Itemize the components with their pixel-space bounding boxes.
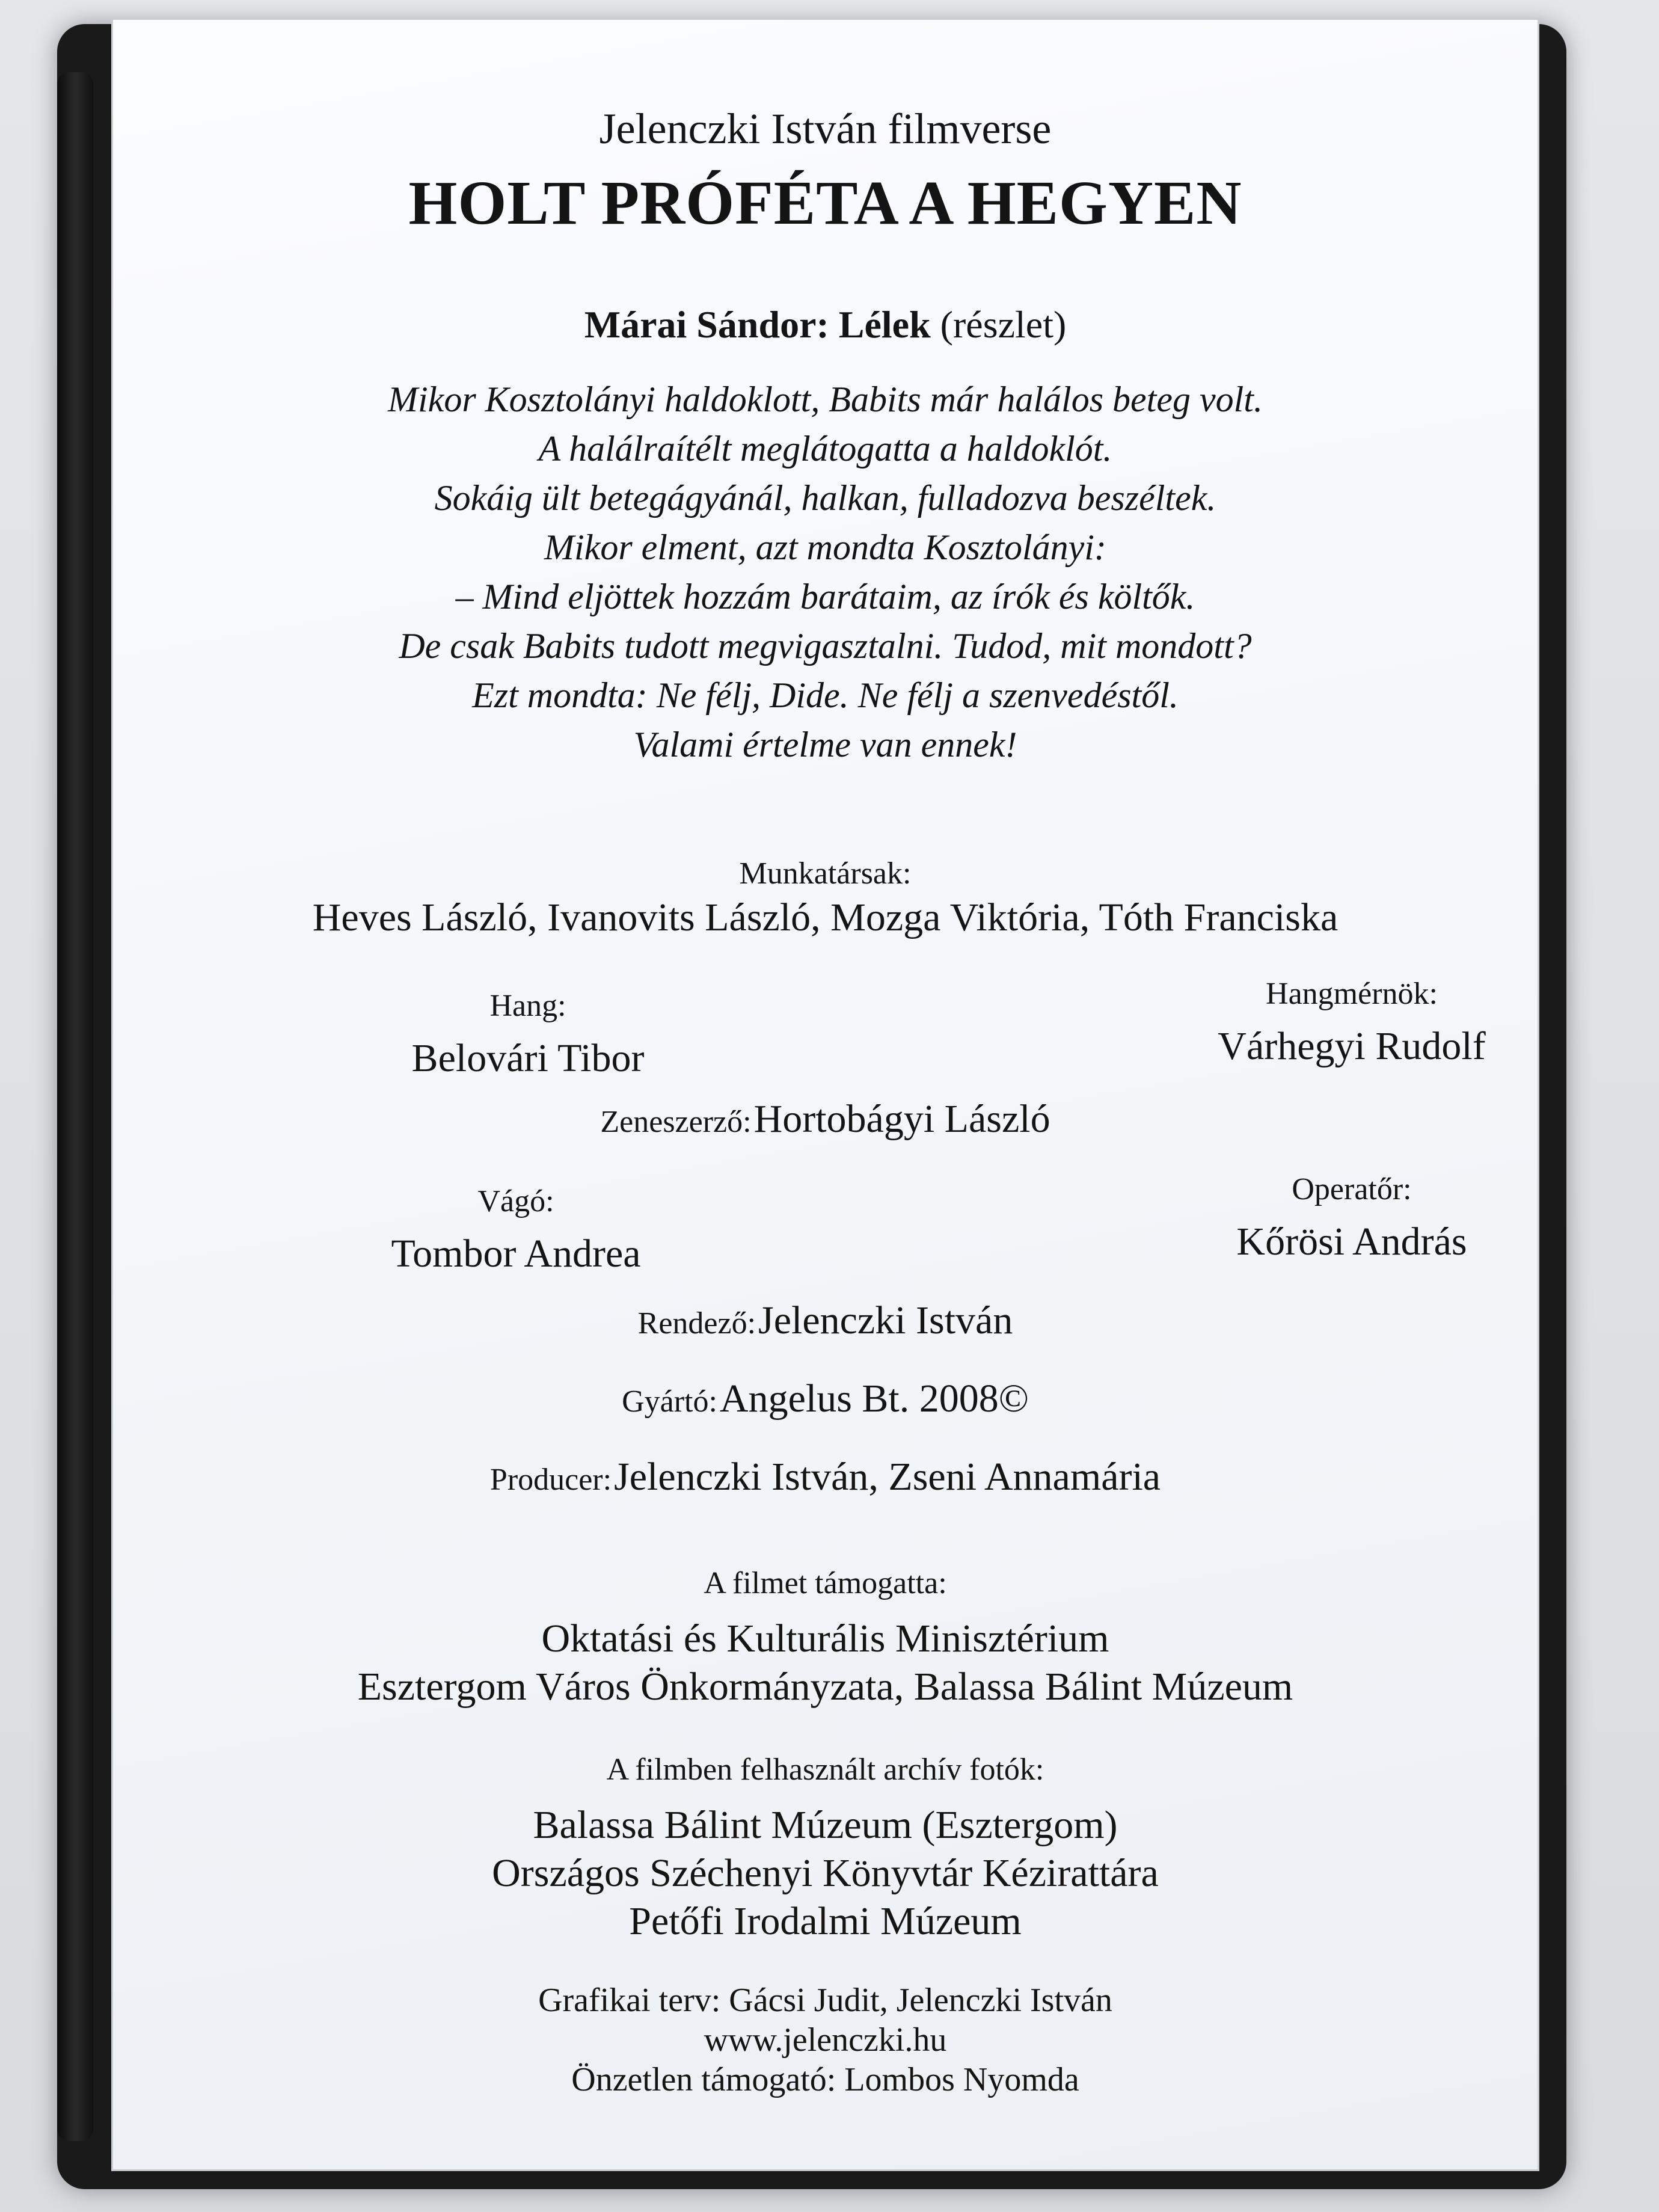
zeneszerzo-label: Zeneszerző: (600, 1105, 752, 1139)
excerpt-heading (113, 303, 1538, 347)
archive-line: Országos Széchenyi Könyvtár Kézirattára (492, 1851, 1159, 1895)
operator-label: Operatőr: (1292, 1172, 1412, 1206)
operator-value: Kőrösi András (1236, 1220, 1467, 1264)
munkatarsak-value: Heves László, Ivanovits László, Mozga Viktória, Tóth Franciska (312, 896, 1339, 939)
gyarto-credit (113, 1376, 1538, 1422)
hang-credit (311, 988, 744, 1081)
excerpt-author-work: Márai Sándor: Lélek (584, 303, 931, 346)
rendezo-value: Jelenczki István (758, 1298, 1013, 1342)
zeneszerzo-value: Hortobágyi László (753, 1097, 1050, 1141)
poem-line: Mikor Kosztolányi haldoklott, Babits már halálos beteg volt. (388, 379, 1263, 419)
footer-line-design: Grafikai terv: Gácsi Judit, Jelenczki István (538, 1982, 1112, 2019)
zeneszerzo-credit (113, 1096, 1538, 1142)
poem-excerpt (113, 375, 1538, 769)
poem-line: – Mind eljöttek hozzám barátaim, az írók és költők. (455, 577, 1195, 616)
vago-value: Tombor Andrea (391, 1232, 641, 1276)
archive-line: Petőfi Irodalmi Múzeum (629, 1899, 1022, 1943)
poem-line: Valami értelme van ennek! (633, 725, 1017, 764)
poem-line: Ezt mondta: Ne félj, Dide. Ne félj a szenvedéstől. (472, 675, 1179, 715)
producer-credit (113, 1454, 1538, 1500)
vago-label: Vágó: (477, 1184, 554, 1218)
archive-label: A filmben felhasznált archív fotók: (606, 1753, 1044, 1787)
hang-label: Hang: (489, 989, 566, 1023)
insert-content (113, 20, 1538, 2169)
rendezo-label: Rendező: (637, 1306, 756, 1341)
hang-value: Belovári Tibor (411, 1036, 645, 1080)
excerpt-note: (részlet) (940, 303, 1067, 346)
rendezo-credit (113, 1298, 1538, 1344)
support-line: Esztergom Város Önkormányzata, Balassa Bálint Múzeum (357, 1665, 1293, 1709)
producer-label: Producer: (489, 1463, 612, 1497)
archive-line: Balassa Bálint Múzeum (Esztergom) (533, 1803, 1118, 1847)
producer-value: Jelenczki István, Zseni Annamária (614, 1455, 1161, 1499)
hangmernok-credit (1123, 976, 1580, 1069)
gyarto-value: Angelus Bt. 2008© (719, 1377, 1029, 1421)
poem-line: De csak Babits tudott megvigasztalni. Tudod, mit mondott? (399, 626, 1252, 666)
footer-line-website: www.jelenczki.hu (704, 2021, 947, 2059)
footer-credits (113, 1980, 1538, 2100)
poem-line: A halálraítélt meglátogatta a haldoklót. (538, 429, 1112, 469)
gyarto-label: Gyártó: (622, 1384, 717, 1419)
munkatarsak-label: Munkatársak: (739, 856, 912, 891)
film-title: HOLT PRÓFÉTA A HEGYEN (408, 168, 1242, 238)
hangmernok-value: Várhegyi Rudolf (1218, 1024, 1486, 1068)
support-label: A filmet támogatta: (704, 1566, 947, 1600)
support-section (113, 1559, 1538, 1711)
poem-line: Sokáig ült betegágyánál, halkan, fulladozva beszéltek. (434, 478, 1216, 518)
dvd-case-spine (57, 72, 93, 2141)
dvd-insert-sheet (111, 18, 1539, 2171)
hangmernok-label: Hangmérnök: (1266, 977, 1438, 1011)
operator-credit (1123, 1172, 1580, 1265)
footer-line-sponsor: Önzetlen támogató: Lombos Nyomda (571, 2061, 1079, 2098)
film-subtitle: Jelenczki István filmverse (599, 105, 1052, 153)
vago-credit (293, 1184, 738, 1277)
archive-section (113, 1746, 1538, 1946)
poem-line: Mikor elment, azt mondta Kosztolányi: (544, 527, 1106, 567)
support-line: Oktatási és Kulturális Minisztérium (541, 1617, 1109, 1661)
